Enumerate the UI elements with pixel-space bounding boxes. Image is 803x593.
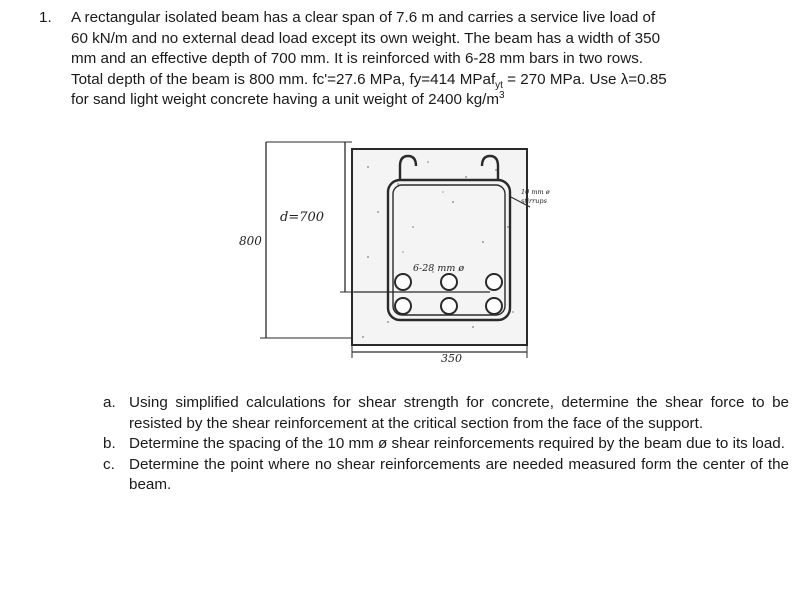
problem-line-5-head: for sand light weight concrete having a unit weight of 2400 kg/m <box>71 91 500 108</box>
bar-bottom-1 <box>395 298 411 314</box>
width-label: 350 <box>441 352 462 365</box>
problem-line-4-tail: = 270 MPa. Use λ=0.85 <box>502 70 667 88</box>
bar-top-2 <box>441 274 457 290</box>
part-c-letter: c. <box>103 455 115 473</box>
bar-top-3 <box>486 274 502 290</box>
bar-bottom-3 <box>486 298 502 314</box>
problem-line-4-head: Total depth of the beam is 800 mm. fc'=27.6 MPa, fy=414 MPaf <box>71 70 496 88</box>
problem-text <box>71 8 787 111</box>
question-parts <box>103 393 791 496</box>
beam-cross-section-figure <box>228 132 558 372</box>
beam-section-drawing <box>228 132 558 372</box>
bar-top-1 <box>395 274 411 290</box>
part-b <box>103 434 791 455</box>
unit-superscript: 3 <box>499 89 505 101</box>
part-c-text: Determine the point where no shear reinforcements are needed measured form the center of the beam. <box>129 455 789 493</box>
part-a-text: Using simplified calculations for shear strength for concrete, determine the shear force to be resisted by the shear reinforcement at the critical section from the face of the support. <box>129 394 789 432</box>
problem-line-2: 60 kN/m and no external dead load except its own weight. The beam has a width of 350 <box>71 29 661 47</box>
problem-line-5 <box>71 90 787 111</box>
problem-line-4 <box>71 70 787 91</box>
part-a <box>103 393 791 434</box>
part-b-letter: b. <box>103 435 116 452</box>
problem-line-1: A rectangular isolated beam has a clear span of 7.6 m and carries a service live load of <box>71 9 656 26</box>
part-c <box>103 455 791 496</box>
problem-number: 1. <box>39 9 52 26</box>
part-b-text: Determine the spacing of the 10 mm ø shear reinforcements required by the beam due to its load. <box>129 435 785 452</box>
stirrup-size-label: 10 mm ø <box>521 188 550 196</box>
stirrup-label: stirrups <box>521 197 547 205</box>
effective-depth-label: d=700 <box>280 210 325 225</box>
total-depth-label: 800 <box>239 234 262 248</box>
bar-bottom-2 <box>441 298 457 314</box>
fyt-subscript: yt <box>495 79 503 91</box>
problem-line-3: mm and an effective depth of 700 mm. It is reinforced with 6-28 mm bars in two rows. <box>71 50 644 67</box>
bars-label: 6-28 mm ø <box>413 263 465 274</box>
part-a-letter: a. <box>103 394 116 411</box>
